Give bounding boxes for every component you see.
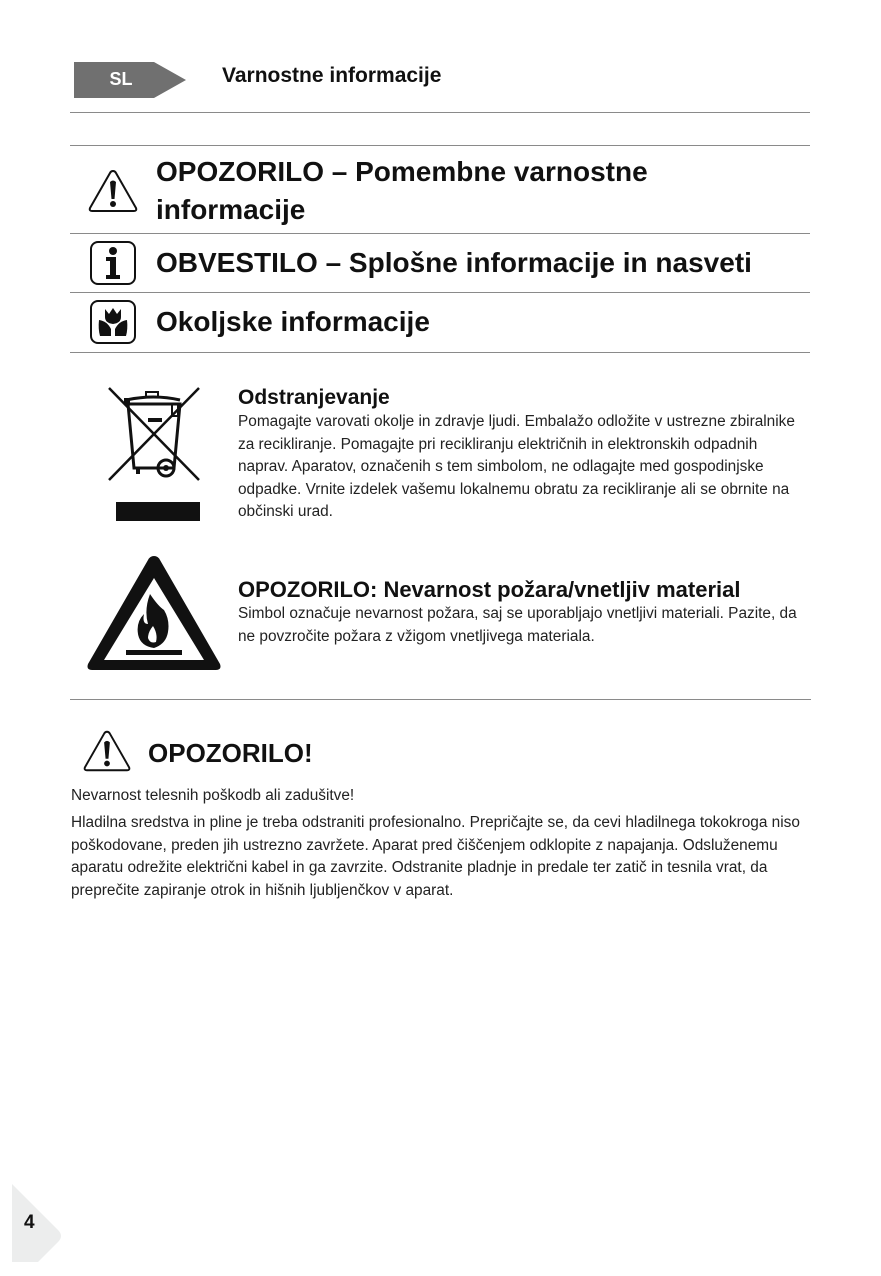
language-code: SL xyxy=(109,69,133,89)
warning-title: OPOZORILO! xyxy=(148,737,313,768)
environment-tulip-icon xyxy=(70,299,156,345)
fire-hazard-text: Simbol označuje nevarnost požara, saj se uporabljajo vnetljivi materiali. Pazite, da ne povzročite požara z vžigom vnetljivega materiala. xyxy=(238,605,797,645)
fire-hazard-block xyxy=(238,577,808,648)
header-divider xyxy=(70,112,810,113)
page-number: 4 xyxy=(24,1212,35,1233)
legend-row-environment xyxy=(70,293,810,351)
language-tab xyxy=(74,62,186,98)
section-divider xyxy=(70,699,811,700)
disposal-text: Pomagajte varovati okolje in zdravje ljudi. Embalažo odložite v ustrezne zbiralnike za recikliranje. Pomagajte pri recikliranju električnih in elektronskih odpadnih naprav. Aparatov, označenih s tem simbolom, ne odlagajte med gospodinjske odpadke. Vrnite izdelek vašemu lokalnemu obratu za recikliranje ali se obrnite na občinski urad. xyxy=(238,413,795,520)
info-icon xyxy=(70,240,156,286)
warning-text: Hladilna sredstva in pline je treba odstraniti profesionalno. Prepričajte se, da cevi hladilnega tokokroga niso poškodovane, preden jih ustrezno zavržete. Aparat pred čiščenjem odklopite z napajanja. Odsluženemu aparatu odrežite električni kabel in ga zavrzite. Odstranite pladnje in predale ter zatič in tesnila vrat, da preprečite zapiranje otrok in hišnih ljubljenčkov v aparat. xyxy=(71,814,800,899)
disposal-block xyxy=(238,385,808,524)
legend-label-notice: OBVESTILO – Splošne informacije in nasveti xyxy=(156,247,752,278)
warning-triangle-icon xyxy=(82,728,132,778)
page-number-tab xyxy=(12,1184,64,1262)
warning-heading xyxy=(82,728,313,778)
disposal-title: Odstranjevanje xyxy=(238,386,390,409)
legend-label-environment: Okoljske informacije xyxy=(156,306,430,337)
flammable-material-icon xyxy=(84,550,224,676)
section-title: Varnostne informacije xyxy=(222,64,442,87)
legend-row-notice xyxy=(70,234,810,292)
legend-row-warning xyxy=(70,150,810,232)
fire-hazard-title: OPOZORILO: Nevarnost požara/vnetljiv material xyxy=(238,577,741,602)
warning-triangle-icon xyxy=(70,168,156,214)
crossed-out-wheelie-bin-icon xyxy=(106,386,202,524)
legend-top-divider xyxy=(70,145,810,146)
legend-label-warning: OPOZORILO – Pomembne varnostne informacije xyxy=(156,156,648,225)
warning-subtitle: Nevarnost telesnih poškodb ali zadušitve! xyxy=(71,787,355,804)
legend-bottom-divider xyxy=(70,352,810,353)
